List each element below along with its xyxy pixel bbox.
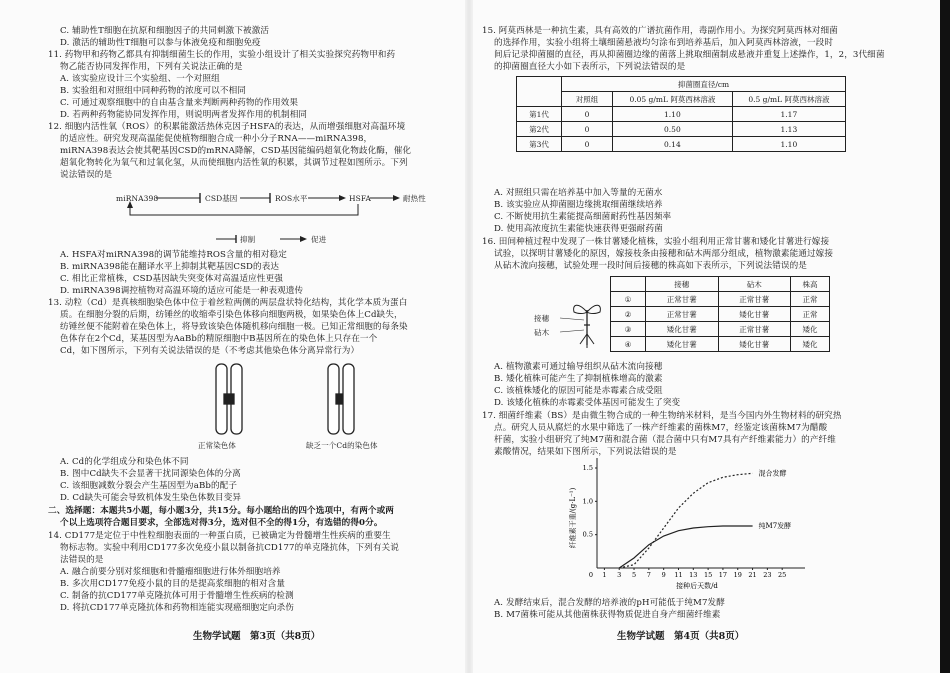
option-a: A. 融合前要分别对浆细胞和骨髓瘤细胞进行体外细胞培养 [60,567,281,577]
table-cell: 1.13 [732,122,845,137]
option-c: C. 制备的抗CD177单克隆抗体可用于骨髓增生性疾病的检测 [60,591,294,601]
defect-chromosome [328,364,354,434]
table-header: 0.5 g/mL 阿莫西林溶液 [732,92,845,107]
table-header: 对照组 [562,92,613,107]
ros-pathway-diagram [108,181,448,247]
text-line: 超氧化物转化为氧气和过氧化氢，从而使细胞内活性氧的积累，其调节过程如图所示。下列 [60,158,408,168]
hsfa-label: HSFA [349,194,372,203]
section-2-header: 二、选择题：本题共5小题，每小题3分，共15分。每小题给出的四个选项中，有两个或两 [48,506,394,516]
legend-inhibit: 抑制 [240,235,256,244]
table-row [517,137,846,152]
option-d: D. 若两种药物能协同发挥作用，则说明两者发挥作用的机制相同 [60,110,308,120]
text-line: 间后记录抑菌圈的直径，再从抑菌圈边缘的菌落上挑取细菌制成悬液并重复上述操作，1，2，3代细菌 [494,50,885,60]
page-footer-left: 生物学试题 第3页（共8页） [193,631,321,642]
x-tick-label: 23 [763,571,772,579]
x-tick-label: 9 [661,571,666,579]
x-tick-label: 17 [718,571,728,579]
question-16: 16. 田间种植过程中发现了一株甘薯矮化植株，实验小组利用正常甘薯和矮化甘薯进行嫁接 [482,237,830,247]
text-line: 的抑菌圈直径大小如下表所示，下列说法错误的是 [494,62,686,72]
table-cell: 矮化 [791,337,830,352]
text-line: 法错误的是 [60,555,104,565]
table-cell: 0 [562,107,613,122]
table-header: 0.05 g/mL 阿莫西林溶液 [613,92,733,107]
x-tick-label: 3 [617,571,622,579]
option-d: D. miRNA398调控植物对高温环境的适应可能是一种表观遗传 [60,286,304,296]
question-17: 17. 细菌纤维素（BS）是由微生物合成的一种生物纳米材料，是当今国内外生物材料的研究热 [482,411,842,421]
table-corner [517,77,562,107]
table-cell: ④ [611,337,646,352]
cellulose-chart [537,458,837,596]
y-tick-label: 0.5 [582,530,593,539]
table-cell: 0 [562,137,613,152]
table-header: 接穗 [646,277,719,292]
table-cell: 1.17 [732,107,845,122]
table-cell: 1.10 [613,107,733,122]
series-label-1: 纯M7发酵 [758,522,792,530]
mirna398-label: miRNA398 [116,194,159,203]
question-11: 11. 药物甲和药物乙都具有抑制细菌生长的作用，实验小组设计了相关实验探究药物甲和药 [48,50,396,60]
option-d: D. 使用高浓度抗生素能快速获得更强耐药菌 [494,224,663,234]
table-header [611,277,646,292]
option-b: B. 实验组和对照组中同种药物的浓度可以不相同 [60,86,246,96]
text-line: 质。在细胞分裂的后期，纺锤丝的收缩牵引染色体移向细胞两极，如果染色体上Cd缺失， [60,310,403,320]
table-cell: 正常甘薯 [646,292,719,307]
table-cell: 矮化甘薯 [646,322,719,337]
origin-label: 0 [588,571,593,579]
text-line: miRNA398表达会使其靶基因CSD的mRNA降解，CSD基因能编码超氧化物歧化酶，催化 [60,146,412,156]
table-row [611,292,830,307]
question-13: 13. 动粒（Cd）是真核细胞染色体中位于着丝粒两侧的两层盘状特化结构，其化学本质为蛋白 [48,298,408,308]
text-line: 物标志物。实验中利用CD177多次免疫小鼠以制备抗CD177的单克隆抗体，下列有关说 [60,543,399,553]
table-row [517,107,846,122]
option-b: B. 图中Cd缺失不会显著干扰同源染色体的分离 [60,469,241,479]
page-gutter [465,0,473,673]
option-a: A. 对照组只需在培养基中加入等量的无菌水 [494,188,663,198]
antibiotic-table [516,76,846,152]
table-cell: 正常 [791,292,830,307]
option-c: C. 可通过观察细胞中的自由基含量来判断两种药物的作用效果 [60,98,299,108]
chromosome-figure [198,360,418,455]
x-tick-label: 21 [748,571,757,579]
table-cell: 矮化 [791,322,830,337]
ros-level-label: ROS水平 [275,194,308,203]
table-cell: 1.10 [732,137,845,152]
option-b: B. 该实验应从抑菌圈边缘挑取细菌继续培养 [494,200,663,210]
x-tick-label: 13 [689,571,698,579]
text-line: C. 辅助性T细胞在抗原和细胞因子的共同刺激下被激活 [60,26,270,36]
graft-table [610,276,830,352]
table-header-row [611,277,830,292]
table-cell: 正常甘薯 [646,307,719,322]
table-cell: 0.50 [613,122,733,137]
normal-chromosome [216,364,242,434]
text-line: 的适应性。研究发现高温能促使植物细胞合成一种小分子RNA——miRNA398， [60,134,373,144]
y-tick-label: 1.0 [582,497,593,506]
text-line: D. 激活的辅助性T细胞可以参与体液免疫和细胞免疫 [60,38,261,48]
series-line-1 [619,526,752,568]
scion-label: 接穗 [534,314,550,323]
option-a: A. 发酵结束后，混合发酵的培养液的pH可能低于纯M7发酵 [494,598,725,608]
table-cell: ② [611,307,646,322]
table-cell: 第2代 [517,122,562,137]
x-tick-label: 1 [602,571,607,579]
x-axis-label: 接种后天数/d [676,582,718,590]
table-cell: 矮化甘薯 [718,307,791,322]
table-cell: 正常 [791,307,830,322]
x-tick-label: 15 [703,571,713,579]
x-tick-label: 5 [631,571,637,579]
table-header: 砧木 [718,277,791,292]
option-b: B. 多次用CD177免疫小鼠的目的是提高浆细胞的相对含量 [60,579,286,589]
heat-tolerance-label: 耐热性 [403,194,426,203]
table-row [517,122,846,137]
option-d: D. 将抗CD177单克隆抗体和药物相连能实现癌细胞定向杀伤 [60,603,294,613]
table-cell: 0.14 [613,137,733,152]
table-cell: 第1代 [517,107,562,122]
text-line: 色体存在2个Cd，某基因型为AaBb的精原细胞中B基因所在的染色体上只存在一个 [60,334,378,344]
scan-edge [940,0,950,673]
table-cell: 正常甘薯 [718,292,791,307]
text-line: Cd，如下图所示，下列有关说法错误的是（不考虑其他染色体分离异常行为） [60,346,360,356]
table-cell: 第3代 [517,137,562,152]
y-tick-label: 1.5 [582,464,593,472]
option-d: D. Cd缺失可能会导致机体发生染色体数目变异 [60,493,242,503]
text-line: 素酸情况，结果如下图所示，下列说法错误的是 [494,447,677,457]
question-15: 15. 阿莫西林是一种抗生素，具有高效的广谱抗菌作用，毒副作用小。为探究阿莫西林对细菌 [482,26,838,36]
option-a: A. 植物激素可通过输导组织从砧木流向接穗 [494,362,663,372]
text-line: 纺锤丝便不能附着在染色体上，将导致该染色体随机移向细胞一极。已知正常细胞的每条染 [60,322,408,332]
table-cell: 矮化甘薯 [718,337,791,352]
option-b: B. miRNA398能在翻译水平上抑制其靶基因CSD的表达 [60,262,280,272]
option-c: C. 相比正常植株，CSD基因缺失突变体对高温适应性更强 [60,274,283,284]
text-line: 试验，以探明甘薯矮化的原因，嫁接枝条由接穗和砧木两部分组成，植物激素能通过嫁接 [494,249,834,259]
x-tick-label: 25 [778,571,787,579]
table-cell: 0 [562,122,613,137]
right-page [482,0,902,673]
table-cell: 矮化甘薯 [646,337,719,352]
table-row [611,307,830,322]
option-c: C. 该植株矮化的原因可能是赤霉素合成受阻 [494,386,663,396]
text-line: 点。研究人员从腐烂的水果中筛选了一株产纤维素的菌株M7，经鉴定该菌株M7为醋酸 [494,423,828,433]
legend-promote: 促进 [311,235,327,244]
question-14: 14. CD177是定位于中性粒细胞表面的一种蛋白质，已被确定为骨髓增生性疾病的重要生 [48,531,391,541]
option-c: C. 该细胞减数分裂会产生基因型为aBb的配子 [60,481,238,491]
x-tick-label: 7 [646,571,651,579]
stock-label: 砧木 [534,328,550,337]
table-row [611,337,830,352]
option-d: D. 该矮化植株的赤霉素受体基因可能发生了突变 [494,398,681,408]
table-row [611,322,830,337]
x-tick-label: 11 [674,571,683,579]
graft-sketch [532,290,612,350]
table-cell: 正常甘薯 [718,322,791,337]
option-a: A. HSFA对miRNA398的调节能维持ROS含量的相对稳定 [60,250,287,260]
text-line: 从砧木流向接穗，试验处理一段时间后接穗的株高如下表所示，下列说法错误的是 [494,261,807,271]
table-header-top: 抑菌圈直径/cm [562,77,846,92]
page-footer-right: 生物学试题 第4页（共8页） [617,631,745,642]
option-a: A. Cd的化学组成分和染色体不同 [60,457,189,467]
text-line: 的选择作用，实验小组将土壤细菌悬液均匀涂布到培养基后，加入阿莫西林溶液，一段时 [494,38,834,48]
option-a: A. 该实验应设计三个实验组、一个对照组 [60,74,220,84]
csd-gene-label: CSD基因 [205,194,238,203]
option-c: C. 不断使用抗生素能提高细菌耐药性基因频率 [494,212,672,222]
text-line: 杆菌，实验小组研究了纯M7菌和混合菌（混合菌中只有M7具有产纤维素能力）的产纤维 [494,435,836,445]
section-2-header: 个以上选项符合题目要求，全部选对得3分，选对但不全的得1分，有选错的得0分。 [60,518,383,528]
left-page [48,0,458,673]
text-line: 物乙能否协同发挥作用，下列有关说法正确的是 [60,62,243,72]
defect-chromosome-label: 缺乏一个Cd的染色体 [306,441,378,450]
x-tick-label: 19 [733,571,742,579]
y-axis-label: 纤维素干重/(g·L⁻¹) [569,487,577,549]
normal-chromosome-label: 正常染色体 [198,441,236,450]
option-b: B. M7菌株可能从其他菌株获得物质促进自身产细菌纤维素 [494,610,721,620]
table-cell: ③ [611,322,646,337]
series-label-0: 混合发酵 [758,469,787,478]
option-b: B. 矮化植株可能产生了抑制植株增高的激素 [494,374,663,384]
question-12: 12. 细胞内活性氧（ROS）的积累能激活热休克因子HSFA的表达，从而增强细胞对高温环境 [48,122,406,132]
text-line: 说法错误的是 [60,170,113,180]
table-header: 株高 [791,277,830,292]
table-cell: ① [611,292,646,307]
